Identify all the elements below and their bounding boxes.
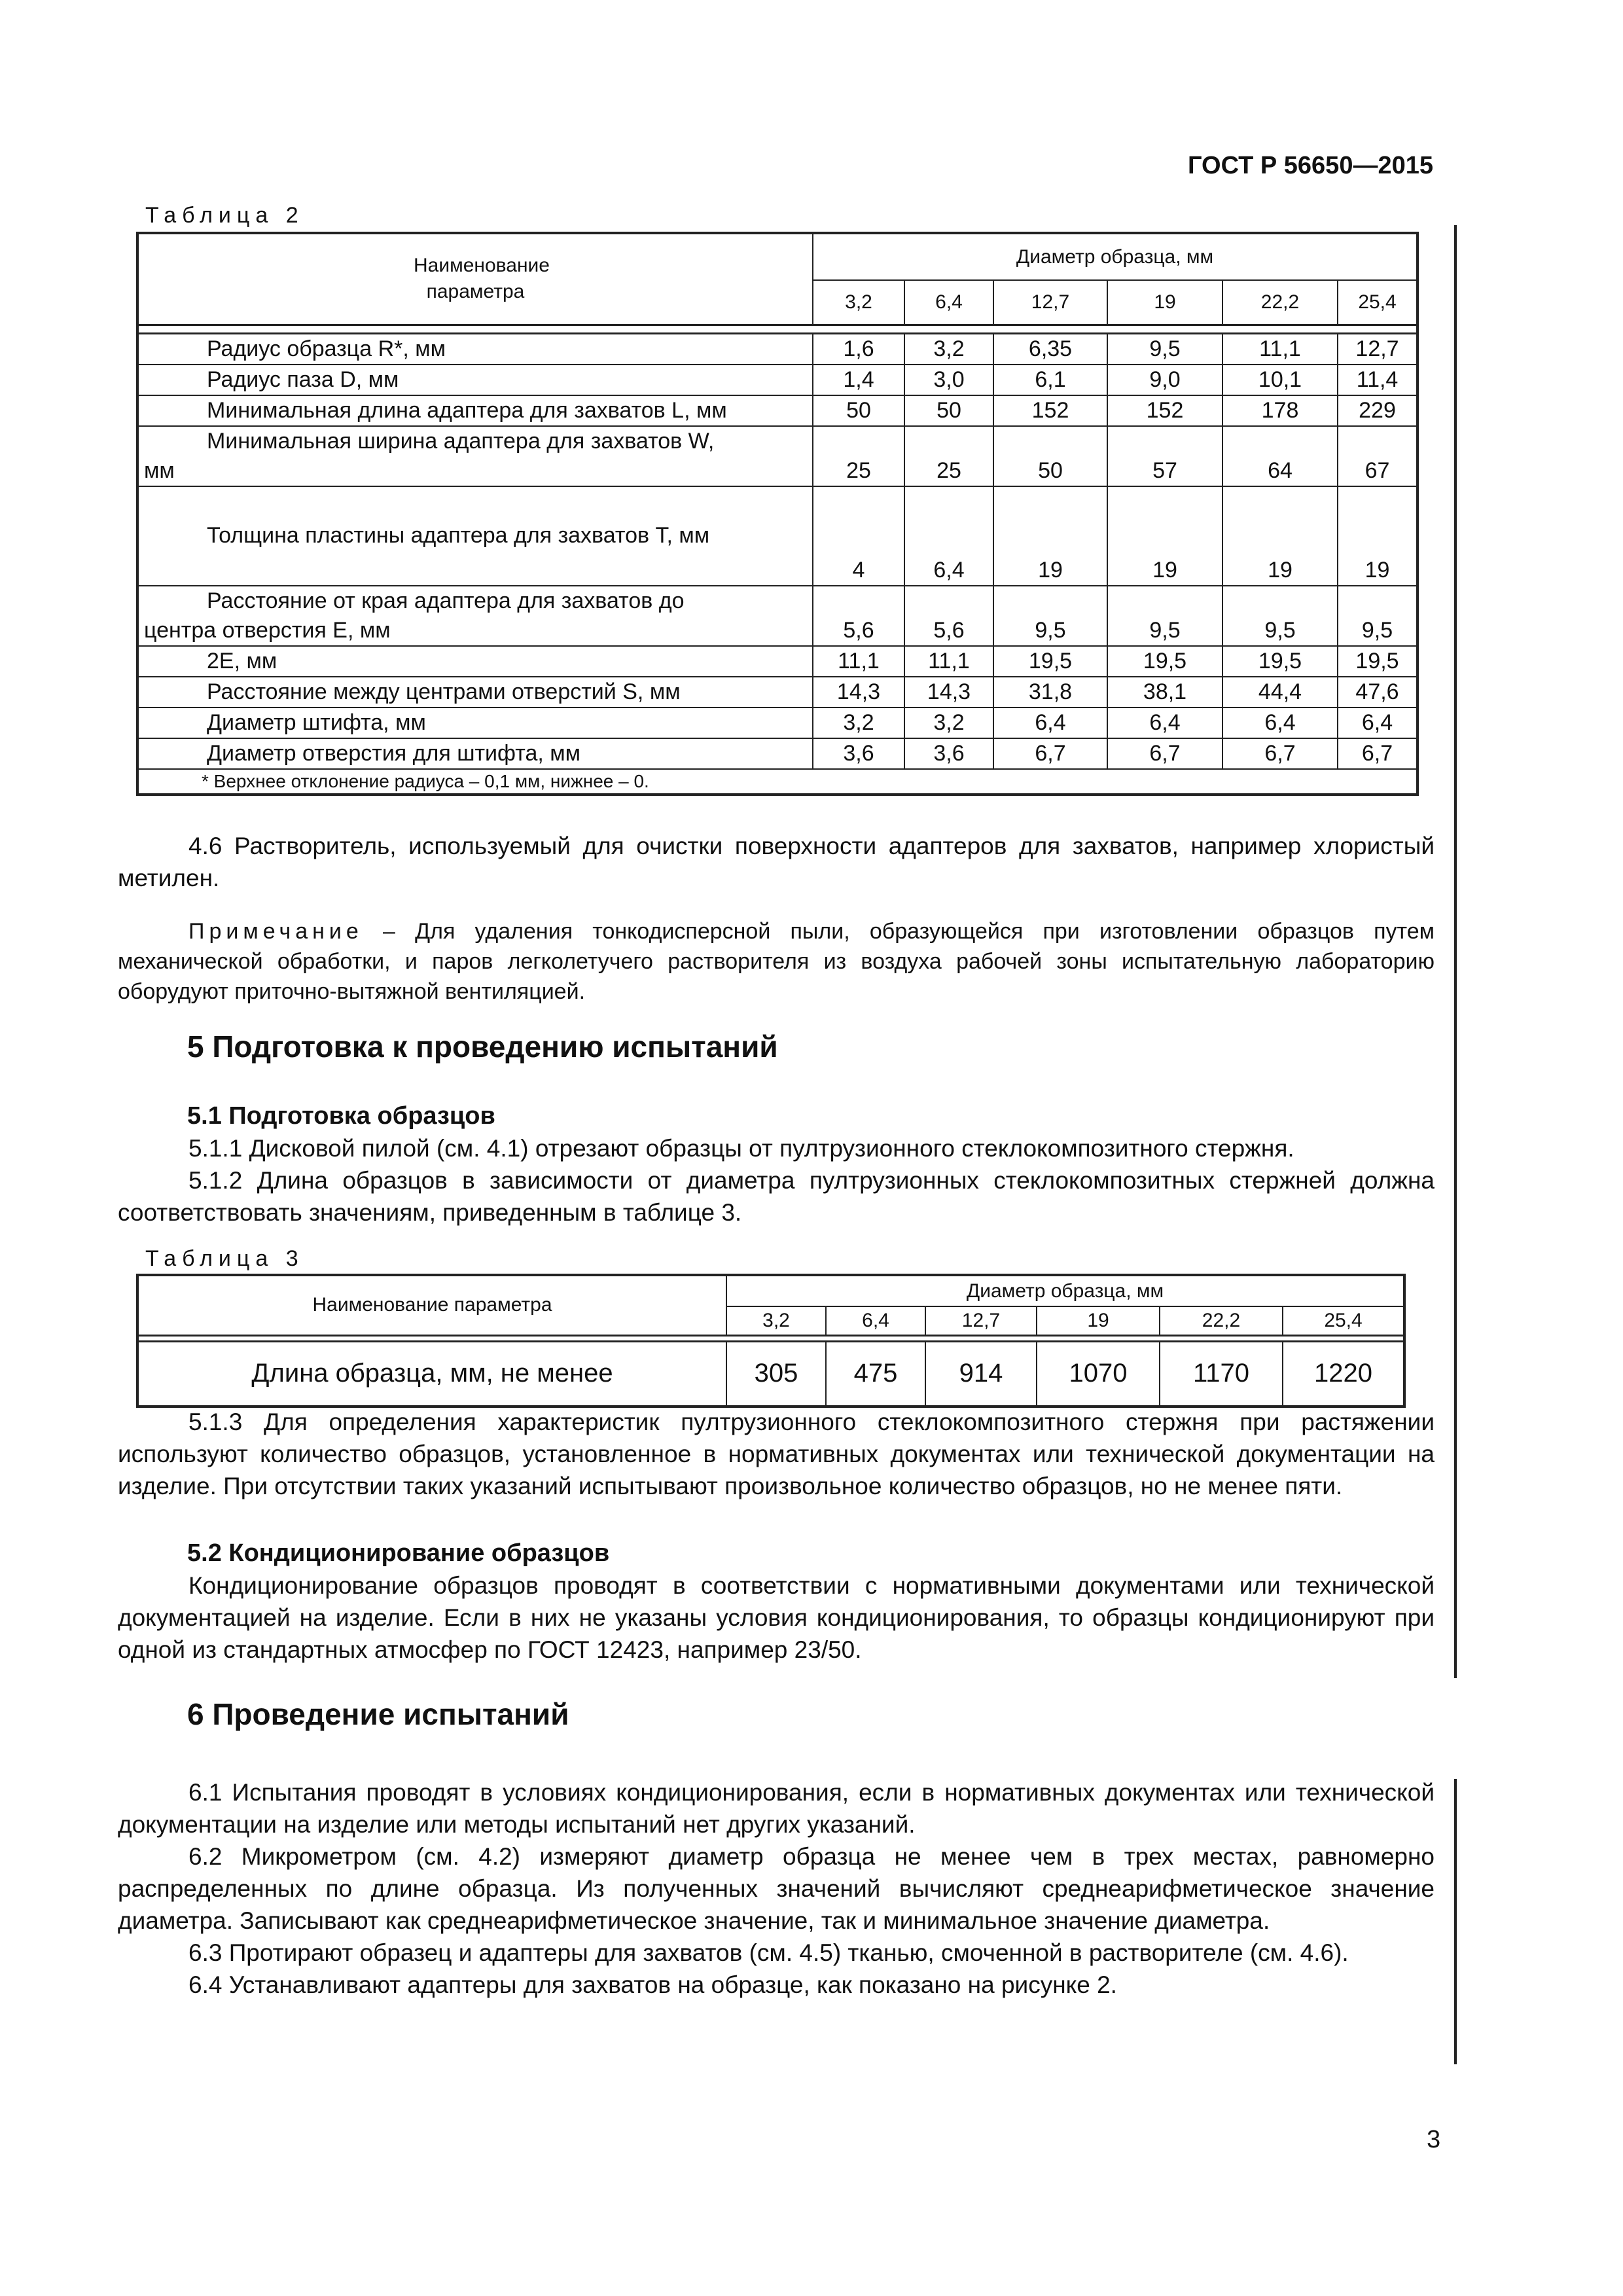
note-label: Примечание bbox=[188, 919, 363, 944]
value-cell: 3,2 bbox=[904, 333, 993, 365]
value-cell: 1220 bbox=[1283, 1341, 1404, 1407]
value-cell: 67 bbox=[1338, 426, 1418, 486]
param-name-header: Наименование параметра bbox=[137, 1275, 726, 1335]
value-cell: 11,1 bbox=[1222, 333, 1338, 365]
value-cell: 152 bbox=[993, 395, 1107, 426]
table-2-body bbox=[137, 233, 1418, 795]
change-bar bbox=[1454, 225, 1457, 1678]
value-cell: 19,5 bbox=[993, 646, 1107, 677]
param-label bbox=[137, 708, 813, 738]
value-cell: 38,1 bbox=[1107, 677, 1222, 708]
diameter-header-cell: 22,2 bbox=[1222, 280, 1338, 325]
value-cell: 6,7 bbox=[993, 738, 1107, 769]
diameter-header-cell: 12,7 bbox=[925, 1306, 1037, 1335]
param-label-continuation: центра отверстия E, мм bbox=[144, 617, 391, 643]
table-row bbox=[137, 365, 1418, 395]
table-2 bbox=[136, 232, 1419, 796]
diameter-header-cell: 3,2 bbox=[726, 1306, 826, 1335]
param-label-text: Толщина пластины адаптера для захватов T, мм bbox=[207, 523, 710, 548]
value-cell: 3,0 bbox=[904, 365, 993, 395]
param-label-text: Расстояние между центрами отверстий S, мм bbox=[207, 679, 681, 704]
param-label-text: 2E, мм bbox=[207, 648, 277, 673]
param-label bbox=[137, 677, 813, 708]
diameter-header-cell: 25,4 bbox=[1338, 280, 1418, 325]
paragraph-6-3: 6.3 Протирают образец и адаптеры для захватов (см. 4.5) тканью, смоченной в растворителе (см. 4.6). bbox=[188, 1939, 1349, 1966]
header-separator bbox=[137, 1335, 1404, 1341]
table-row bbox=[137, 586, 1418, 646]
value-cell: 19 bbox=[993, 486, 1107, 586]
paragraph-6-1: 6.1 Испытания проводят в условиях кондиционирования, если в нормативных документах или технической документации на изделие или методы испытаний нет других указаний. bbox=[118, 1779, 1435, 1838]
value-cell: 57 bbox=[1107, 426, 1222, 486]
value-cell: 50 bbox=[813, 395, 904, 426]
value-cell: 19 bbox=[1338, 486, 1418, 586]
value-cell: 9,0 bbox=[1107, 365, 1222, 395]
value-cell: 31,8 bbox=[993, 677, 1107, 708]
change-bar bbox=[1454, 1779, 1457, 2064]
param-label-text: Диаметр штифта, мм bbox=[207, 709, 426, 735]
table-row bbox=[137, 333, 1418, 365]
value-cell: 64 bbox=[1222, 426, 1338, 486]
value-cell: 3,2 bbox=[904, 708, 993, 738]
param-label-text: Минимальная длина адаптера для захватов L, мм bbox=[207, 397, 727, 423]
section-6-body bbox=[118, 1776, 1435, 2001]
section-6-heading: 6 Проведение испытаний bbox=[187, 1697, 569, 1731]
param-label-text: Расстояние от края адаптера для захватов до bbox=[207, 588, 685, 613]
table-row bbox=[137, 426, 1418, 486]
section-5-1-heading: 5.1 Подготовка образцов bbox=[187, 1102, 495, 1130]
table-3 bbox=[136, 1274, 1406, 1408]
value-cell: 19,5 bbox=[1107, 646, 1222, 677]
section-5-heading: 5 Подготовка к проведению испытаний bbox=[187, 1030, 778, 1064]
value-cell: 3,6 bbox=[904, 738, 993, 769]
diameter-header: Диаметр образца, мм bbox=[813, 233, 1418, 280]
table-row bbox=[137, 395, 1418, 426]
value-cell: 4 bbox=[813, 486, 904, 586]
value-cell: 6,7 bbox=[1338, 738, 1418, 769]
value-cell: 50 bbox=[904, 395, 993, 426]
diameter-header-cell: 22,2 bbox=[1160, 1306, 1283, 1335]
value-cell: 9,5 bbox=[1338, 586, 1418, 646]
value-cell: 14,3 bbox=[813, 677, 904, 708]
param-label-continuation: мм bbox=[144, 457, 175, 483]
paragraph-5-2: Кондиционирование образцов проводят в соответствии с нормативными документами или технической документацией на изделие. Если в них не указаны условия кондиционирования, то образцы кондиционируют при одной из стандартных атмосфер по ГОСТ 12423, например 23/50. bbox=[118, 1572, 1435, 1663]
header-separator bbox=[137, 325, 1418, 333]
row-label: Длина образца, мм, не менее bbox=[137, 1341, 726, 1407]
value-cell: 10,1 bbox=[1222, 365, 1338, 395]
note-paragraph bbox=[118, 916, 1435, 1007]
param-label bbox=[137, 486, 813, 586]
param-label bbox=[137, 333, 813, 365]
table-row bbox=[137, 486, 1418, 586]
value-cell: 19 bbox=[1222, 486, 1338, 586]
value-cell: 9,5 bbox=[1222, 586, 1338, 646]
table-row bbox=[137, 677, 1418, 708]
note-block bbox=[118, 916, 1435, 1007]
value-cell: 11,1 bbox=[813, 646, 904, 677]
value-cell: 229 bbox=[1338, 395, 1418, 426]
value-cell: 14,3 bbox=[904, 677, 993, 708]
paragraph-5-1-2: 5.1.2 Длина образцов в зависимости от диаметра пултрузионных стеклокомпозитных стержней должна соответствовать значениям, приведенным в таблице 3. bbox=[118, 1167, 1435, 1226]
value-cell: 9,5 bbox=[1107, 333, 1222, 365]
value-cell: 1,6 bbox=[813, 333, 904, 365]
diameter-header-cell: 19 bbox=[1037, 1306, 1160, 1335]
footnote-row bbox=[137, 769, 1418, 795]
param-label bbox=[137, 738, 813, 769]
value-cell: 1170 bbox=[1160, 1341, 1283, 1407]
param-label bbox=[137, 646, 813, 677]
table-row bbox=[137, 738, 1418, 769]
value-cell: 25 bbox=[904, 426, 993, 486]
value-cell: 11,4 bbox=[1338, 365, 1418, 395]
value-cell: 6,4 bbox=[1222, 708, 1338, 738]
value-cell: 47,6 bbox=[1338, 677, 1418, 708]
table-3-caption: Таблица 3 bbox=[145, 1246, 304, 1271]
table-row bbox=[137, 708, 1418, 738]
section-5-2-body bbox=[118, 1570, 1435, 1666]
param-label-text: Радиус паза D, мм bbox=[207, 367, 399, 392]
note-text: – Для удаления тонкодисперсной пыли, образующейся при изготовлении образцов путем механической обработки, и паров легколетучего растворителя из воздуха рабочей зоны испытательную лабораторию оборудуют приточно-вытяжной вентиляцией. bbox=[118, 919, 1435, 1004]
value-cell: 19,5 bbox=[1338, 646, 1418, 677]
section-5-2-heading: 5.2 Кондиционирование образцов bbox=[187, 1539, 610, 1567]
value-cell: 12,7 bbox=[1338, 333, 1418, 365]
section-4-6 bbox=[118, 830, 1435, 894]
value-cell: 19,5 bbox=[1222, 646, 1338, 677]
value-cell: 6,7 bbox=[1222, 738, 1338, 769]
value-cell: 6,7 bbox=[1107, 738, 1222, 769]
value-cell: 6,4 bbox=[1107, 708, 1222, 738]
value-cell: 6,1 bbox=[993, 365, 1107, 395]
diameter-header-cell: 25,4 bbox=[1283, 1306, 1404, 1335]
value-cell: 11,1 bbox=[904, 646, 993, 677]
value-cell: 5,6 bbox=[813, 586, 904, 646]
value-cell: 19 bbox=[1107, 486, 1222, 586]
value-cell: 6,4 bbox=[904, 486, 993, 586]
value-cell: 1,4 bbox=[813, 365, 904, 395]
paragraph-5-1-3-block bbox=[118, 1406, 1435, 1502]
value-cell: 475 bbox=[826, 1341, 925, 1407]
value-cell: 9,5 bbox=[1107, 586, 1222, 646]
value-cell: 6,4 bbox=[993, 708, 1107, 738]
value-cell: 25 bbox=[813, 426, 904, 486]
section-5-1-body bbox=[118, 1132, 1435, 1229]
value-cell: 6,4 bbox=[1338, 708, 1418, 738]
diameter-header-cell: 6,4 bbox=[826, 1306, 925, 1335]
value-cell: 44,4 bbox=[1222, 677, 1338, 708]
param-label bbox=[137, 395, 813, 426]
value-cell: 914 bbox=[925, 1341, 1037, 1407]
param-label bbox=[137, 365, 813, 395]
page-number: 3 bbox=[1427, 2126, 1441, 2153]
diameter-header-cell: 6,4 bbox=[904, 280, 993, 325]
paragraph-4-6: 4.6 Растворитель, используемый для очистки поверхности адаптеров для захватов, например хлористый метилен. bbox=[118, 833, 1435, 891]
paragraph-6-2: 6.2 Микрометром (см. 4.2) измеряют диаметр образца не менее чем в трех местах, равномерно распределенных по длине образца. Из полученных значений вычисляют среднеарифметическое значение диаметра. Записывают как среднеарифметическое значение, так и минимальное значение диаметра. bbox=[118, 1843, 1435, 1934]
diameter-header-cell: 3,2 bbox=[813, 280, 904, 325]
value-cell: 3,2 bbox=[813, 708, 904, 738]
value-cell: 50 bbox=[993, 426, 1107, 486]
value-cell: 178 bbox=[1222, 395, 1338, 426]
diameter-header-cell: 12,7 bbox=[993, 280, 1107, 325]
paragraph-5-1-3: 5.1.3 Для определения характеристик пултрузионного стеклокомпозитного стержня при растяжении используют количество образцов, установленное в нормативных документах или технической документации на изделие. При отсутствии таких указаний испытывают произвольное количество образцов, но не менее пяти. bbox=[118, 1408, 1435, 1499]
value-cell: 9,5 bbox=[993, 586, 1107, 646]
paragraph-6-4: 6.4 Устанавливают адаптеры для захватов на образце, как показано на рисунке 2. bbox=[188, 1971, 1117, 1998]
diameter-header: Диаметр образца, мм bbox=[726, 1275, 1404, 1306]
table-footnote: * Верхнее отклонение радиуса – 0,1 мм, нижнее – 0. bbox=[137, 769, 1418, 795]
paragraph-5-1-1: 5.1.1 Дисковой пилой (см. 4.1) отрезают образцы от пултрузионного стеклокомпозитного стержня. bbox=[188, 1135, 1294, 1162]
diameter-header-cell: 19 bbox=[1107, 280, 1222, 325]
length-row bbox=[137, 1341, 1404, 1407]
value-cell: 3,6 bbox=[813, 738, 904, 769]
value-cell: 5,6 bbox=[904, 586, 993, 646]
param-label-text: Радиус образца R*, мм bbox=[207, 336, 446, 361]
param-label bbox=[137, 426, 813, 486]
param-label-text: Диаметр отверстия для штифта, мм bbox=[207, 740, 581, 766]
param-name-header: Наименование параметра bbox=[137, 233, 813, 325]
value-cell: 6,35 bbox=[993, 333, 1107, 365]
value-cell: 1070 bbox=[1037, 1341, 1160, 1407]
table-row bbox=[137, 646, 1418, 677]
param-label bbox=[137, 586, 813, 646]
document-code: ГОСТ Р 56650—2015 bbox=[1188, 152, 1433, 179]
table-2-caption: Таблица 2 bbox=[145, 203, 304, 228]
param-label-text: Минимальная ширина адаптера для захватов W, bbox=[207, 428, 715, 454]
value-cell: 152 bbox=[1107, 395, 1222, 426]
value-cell: 305 bbox=[726, 1341, 826, 1407]
